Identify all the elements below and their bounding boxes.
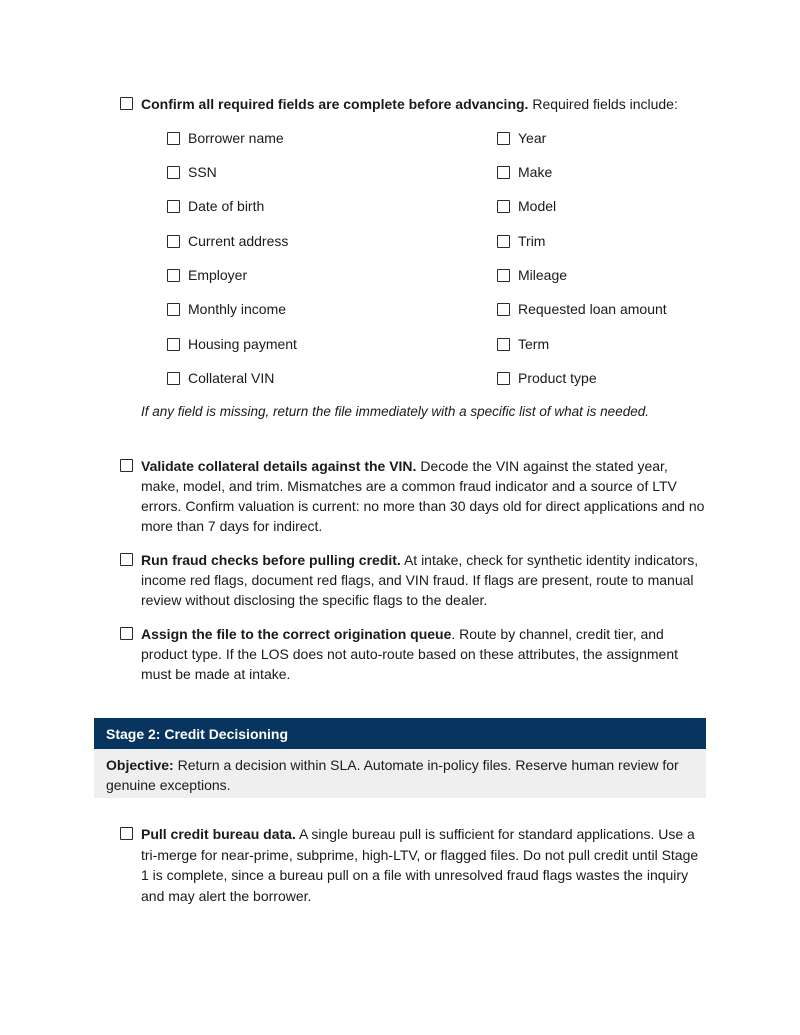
item-bold: Validate collateral details against the VIN. [141, 458, 417, 474]
stage-2-objective [94, 749, 706, 798]
checkbox-field[interactable] [497, 200, 510, 213]
checkbox-assign-queue[interactable] [120, 627, 133, 640]
item-validate-collateral [141, 456, 706, 536]
item-body: . Route by channel, credit tier, and product type. If the LOS does not auto-route based on these attributes, the assignment must be made at intake. [141, 626, 679, 682]
missing-field-note: If any field is missing, return the file immediately with a specific list of what is needed. [141, 404, 649, 419]
item-bold: Assign the file to the correct origination queue [141, 626, 452, 642]
checkbox-field[interactable] [497, 338, 510, 351]
checkbox-field[interactable] [497, 166, 510, 179]
field-label: Current address [188, 233, 289, 249]
field-label: Trim [518, 233, 546, 249]
checkbox-field[interactable] [497, 235, 510, 248]
field-label: Year [518, 130, 547, 146]
field-label: SSN [188, 164, 217, 180]
checkbox-field[interactable] [167, 166, 180, 179]
item-bold: Confirm all required fields are complete before advancing. [141, 96, 529, 112]
field-label: Monthly income [188, 301, 287, 317]
item-bold: Run fraud checks before pulling credit. [141, 552, 401, 568]
checkbox-fraud-checks[interactable] [120, 553, 133, 566]
stage-2-header: Stage 2: Credit Decisioning [94, 718, 706, 749]
item-fraud-checks [141, 550, 706, 610]
field-label: Term [518, 336, 550, 352]
field-label: Make [518, 164, 553, 180]
item-body: A single bureau pull is sufficient for standard applications. Use a tri-merge for near-prime, subprime, high-LTV, or flagged files. Do not pull credit until Stage 1 is complete, since a bureau pull on a file with unresolved fraud flags wastes the inquiry and may alert the borrower. [141, 826, 699, 904]
checkbox-field[interactable] [167, 338, 180, 351]
field-label: Requested loan amount [518, 301, 667, 317]
field-label: Employer [188, 267, 248, 283]
objective-text: Return a decision within SLA. Automate in-policy files. Reserve human review for genuine exceptions. [106, 757, 679, 793]
checkbox-field[interactable] [167, 372, 180, 385]
item-body: At intake, check for synthetic identity indicators, income red flags, document red flags, and VIN fraud. If flags are present, route to manual review without disclosing the specific flags to the dealer. [141, 552, 699, 608]
item-assign-queue [141, 624, 706, 684]
checkbox-field[interactable] [167, 200, 180, 213]
field-label: Date of birth [188, 198, 265, 214]
item-body: Decode the VIN against the stated year, make, model, and trim. Mismatches are a common fraud indicator and a source of LTV errors. Confirm valuation is current: no more than 30 days old for direct applications and no more than 7 days for indirect. [141, 458, 705, 534]
checkbox-field[interactable] [497, 269, 510, 282]
checkbox-field[interactable] [167, 269, 180, 282]
item-body: Required fields include: [528, 96, 678, 112]
checkbox-field[interactable] [167, 303, 180, 316]
field-label: Mileage [518, 267, 568, 283]
item-confirm-required-fields [141, 94, 706, 114]
checkbox-field[interactable] [167, 132, 180, 145]
checkbox-pull-credit[interactable] [120, 827, 133, 840]
field-label: Borrower name [188, 130, 284, 146]
checkbox-validate-collateral[interactable] [120, 459, 133, 472]
checkbox-confirm-required-fields[interactable] [120, 97, 133, 110]
objective-label: Objective: [106, 757, 174, 773]
item-bold: Pull credit bureau data. [141, 826, 296, 842]
checkbox-field[interactable] [497, 132, 510, 145]
checkbox-field[interactable] [497, 303, 510, 316]
field-label: Model [518, 198, 557, 214]
item-pull-credit [141, 824, 706, 906]
field-label: Product type [518, 370, 597, 386]
checkbox-field[interactable] [497, 372, 510, 385]
checkbox-field[interactable] [167, 235, 180, 248]
field-label: Housing payment [188, 336, 297, 352]
field-label: Collateral VIN [188, 370, 275, 386]
